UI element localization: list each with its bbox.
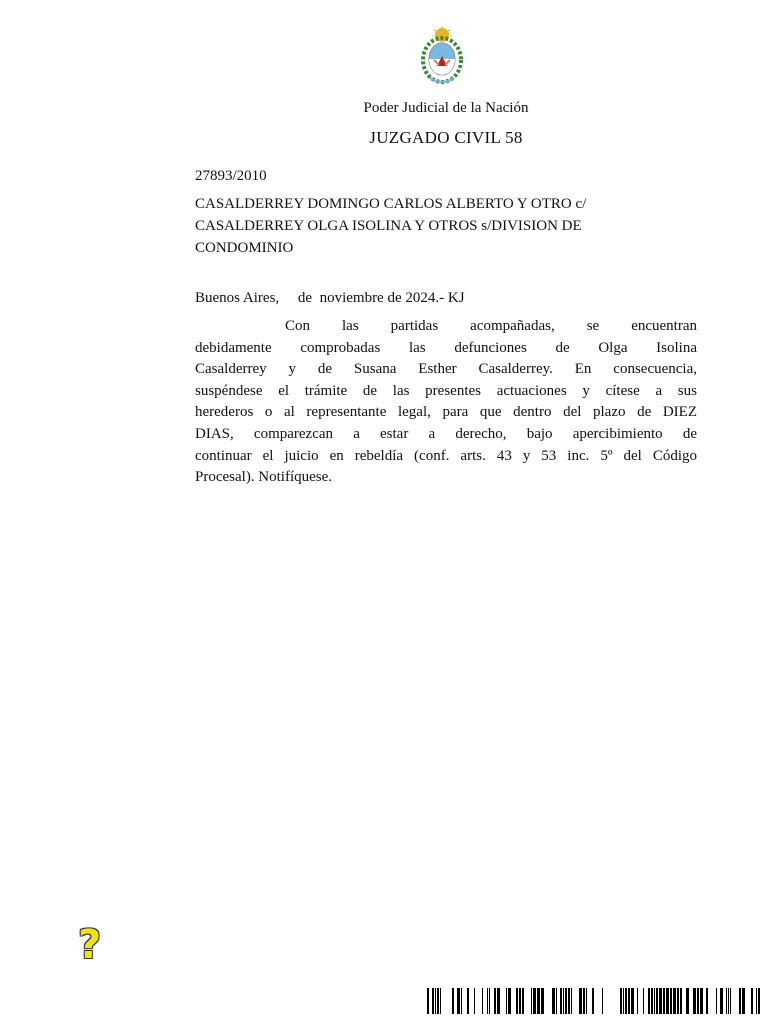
barcode-icon — [427, 988, 765, 1014]
case-number: 27893/2010 — [195, 168, 267, 184]
body-line: debidamente comprobadas las defunciones de Olga Isolina — [195, 339, 697, 356]
body-line: DIAS, comparezcan a estar a derecho, bajo apercibimiento de — [195, 425, 697, 442]
question-mark-icon[interactable]: ? — [78, 922, 102, 968]
body-line: Casalderrey y de Susana Esther Casalderrey. En consecuencia, — [195, 361, 697, 378]
date-line: Buenos Aires, de noviembre de 2024.- KJ — [195, 290, 465, 306]
court-name: JUZGADO CIVIL 58 — [369, 128, 523, 147]
case-title — [195, 193, 695, 259]
resolution-body — [195, 316, 697, 489]
body-line: suspéndese el trámite de las presentes actuaciones y cítese a sus — [195, 382, 697, 399]
coat-of-arms-icon — [420, 26, 464, 88]
case-title-line: CASALDERREY OLGA ISOLINA Y OTROS s/DIVISION DE — [195, 218, 582, 234]
body-line: Procesal). Notifíquese. — [195, 469, 333, 486]
body-line: continuar el juicio en rebeldía (conf. arts. 43 y 53 inc. 5º del Código — [195, 447, 697, 464]
case-title-line: CASALDERREY DOMINGO CARLOS ALBERTO Y OTRO c/ — [195, 196, 587, 212]
body-line: Con las partidas acompañadas, se encuentran — [285, 318, 697, 334]
body-line: herederos o al representante legal, para que dentro del plazo de DIEZ — [195, 404, 697, 421]
case-title-line: CONDOMINIO — [195, 240, 294, 256]
issuer-name: Poder Judicial de la Nación — [363, 100, 529, 116]
